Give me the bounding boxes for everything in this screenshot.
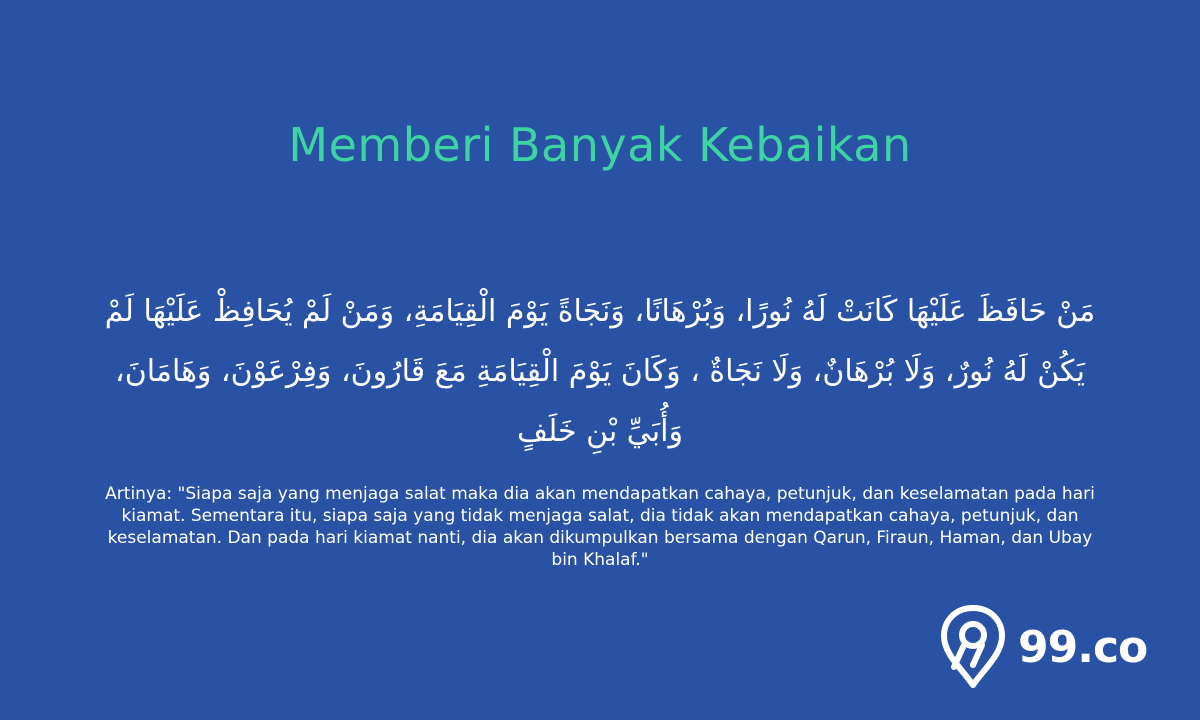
page-title: Memberi Banyak Kebaikan bbox=[288, 118, 912, 172]
brand-logo bbox=[940, 604, 1170, 690]
logo-wordmark: 99.co bbox=[1018, 621, 1148, 673]
arabic-hadith-text: مَنْ حَافَظَ عَلَيْهَا كَانَتْ لَهُ نُورًا، وَبُرْهَانًا، وَنَجَاةً يَوْمَ الْقِيَامَةِ، وَمَنْ لَمْ يُحَافِظْ عَلَيْهَا لَمْ يَكُنْ لَهُ نُورٌ، وَلَا بُرْهَانٌ، وَلَا نَجَاةٌ ، وَكَانَ يَوْمَ الْقِيَامَةِ مَعَ قَارُونَ، وَفِرْعَوْنَ، وَهَامَانَ، وَأُبَيِّ بْنِ خَلَفٍ bbox=[104, 294, 1096, 449]
translation-text: Artinya: "Siapa saja yang menjaga salat maka dia akan mendapatkan cahaya, petunjuk, dan keselamatan pada hari kiamat. Sementara itu, siapa saja yang tidak menjaga salat, dia tidak akan mendapatkan cahaya, petunjuk, dan keselamatan. Dan pada hari kiamat nanti, dia akan dikumpulkan bersama dengan Qarun, Firaun, Haman, dan Ubay bin Khalaf." bbox=[105, 484, 1095, 570]
location-pin-icon bbox=[940, 605, 1006, 689]
